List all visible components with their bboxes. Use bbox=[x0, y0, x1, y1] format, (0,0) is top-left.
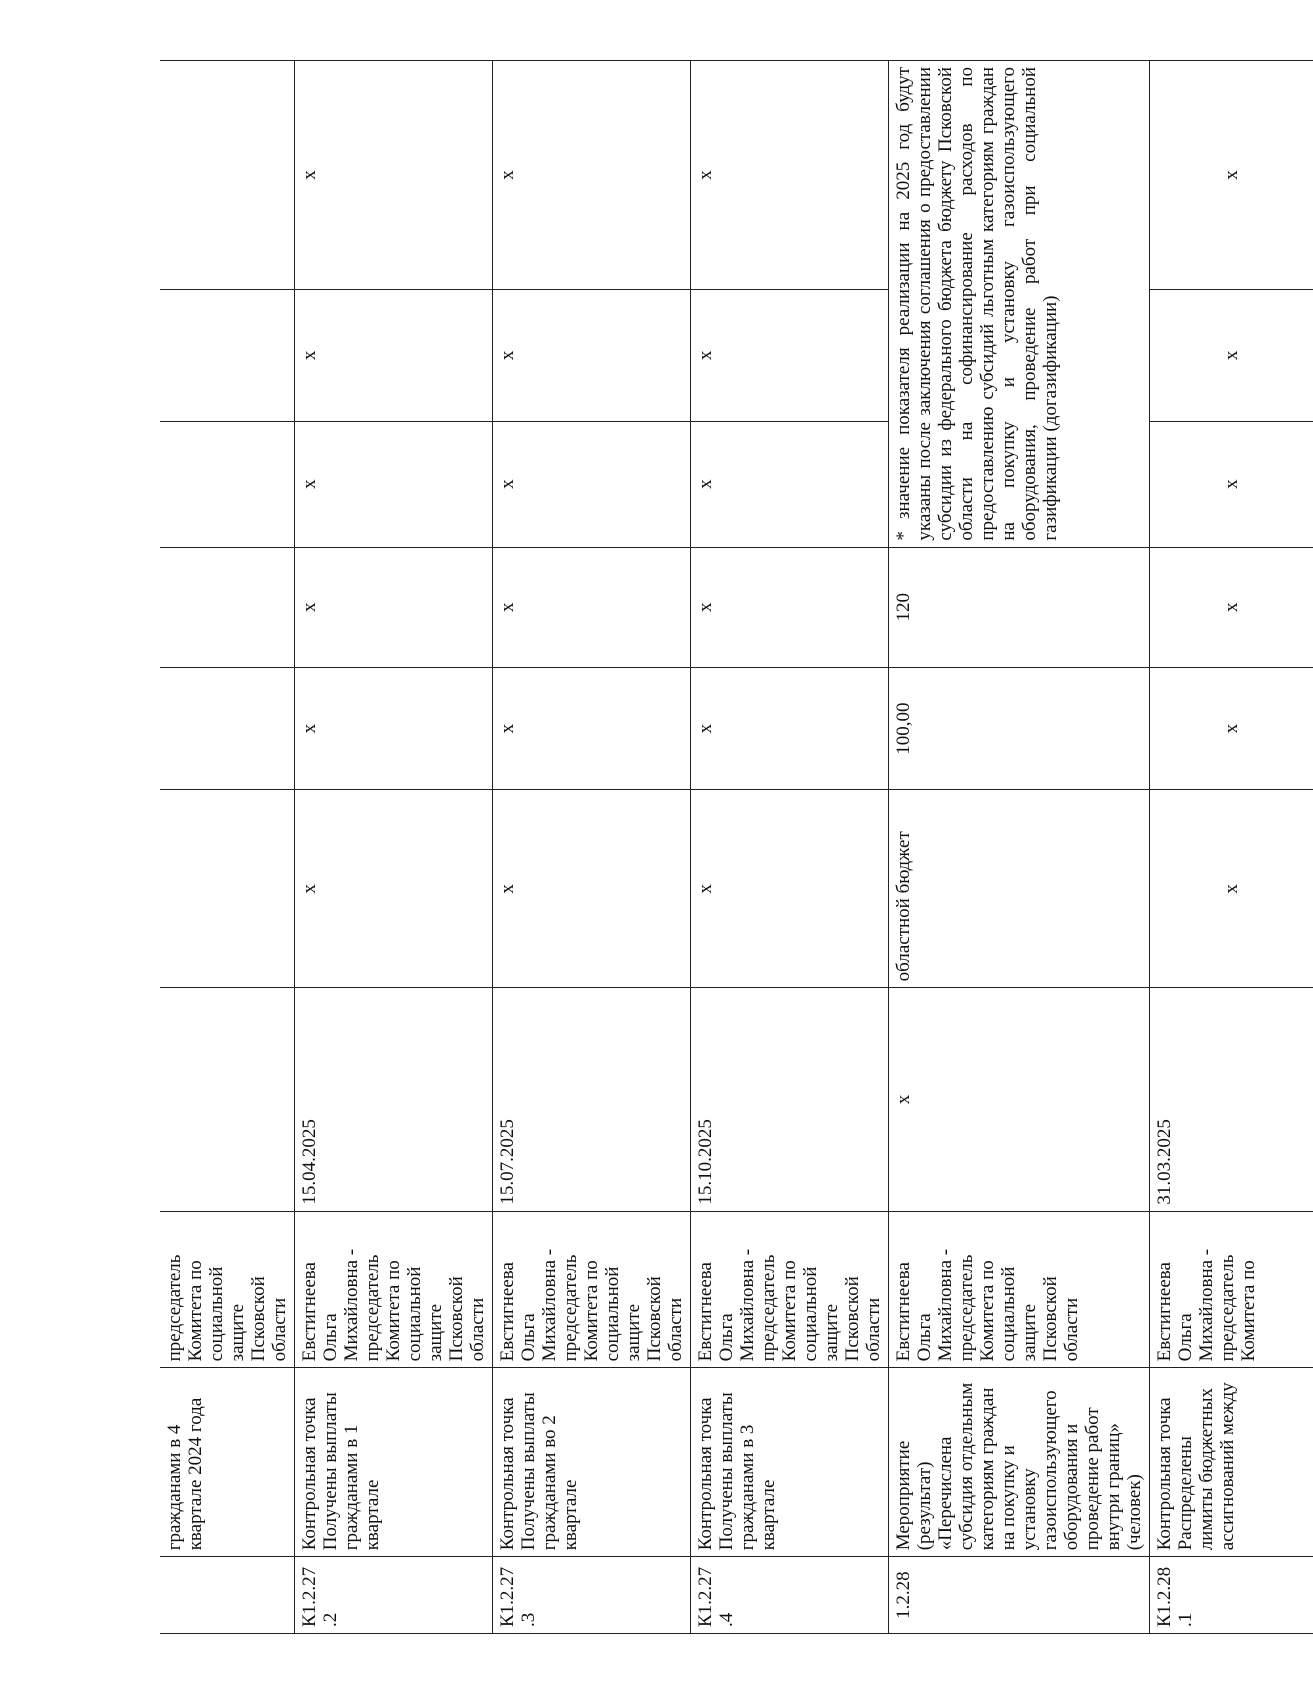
extra-cell-3: х bbox=[1150, 61, 1313, 290]
amount-cell bbox=[160, 667, 295, 789]
responsible-cell: Евстигнеева Ольга Михайловна - председатель Комитета по социальной защите Псковской области bbox=[889, 1211, 1150, 1368]
result-name-cell: Контрольная точка Получены выплаты гражданами во 2 квартале bbox=[493, 1368, 691, 1557]
table-row bbox=[295, 61, 493, 1634]
amount-cell: х bbox=[295, 667, 493, 789]
extra-cell-2 bbox=[160, 290, 295, 422]
deadline-cell: х bbox=[889, 988, 1150, 1211]
extra-cell-1: х bbox=[1150, 421, 1313, 547]
deadline-cell bbox=[160, 988, 295, 1211]
row-number-cell: К1.2.28.1 bbox=[1150, 1557, 1313, 1634]
extra-cell-2: х bbox=[295, 290, 493, 422]
table-row bbox=[889, 61, 1150, 1634]
responsible-cell: Евстигнеева Ольга Михайловна - председатель Комитета по социальной защите Псковской области bbox=[691, 1211, 889, 1368]
amount-cell: х bbox=[1150, 667, 1313, 789]
table-row bbox=[1150, 61, 1313, 1634]
budget-source-cell bbox=[160, 790, 295, 988]
row-number-cell: 1.2.28 bbox=[889, 1557, 1150, 1634]
row-number-cell: К1.2.27.4 bbox=[691, 1557, 889, 1634]
extra-cell-2: х bbox=[493, 290, 691, 422]
extra-cell-2: х bbox=[691, 290, 889, 422]
deadline-cell: 15.10.2025 bbox=[691, 988, 889, 1211]
responsible-cell: Евстигнеева Ольга Михайловна - председатель Комитета по bbox=[1150, 1211, 1313, 1368]
budget-source-cell: областной бюджет bbox=[889, 790, 1150, 988]
result-name-cell: Контрольная точка Получены выплаты гражданами в 1 квартале bbox=[295, 1368, 493, 1557]
responsible-cell: Евстигнеева Ольга Михайловна - председатель Комитета по социальной защите Псковской области bbox=[493, 1211, 691, 1368]
result-name-cell: Мероприятие (результат) «Перечислена субсидия отдельным категориям граждан на покупку и установку газоиспользующего оборудования и проведение работ внутри границ» (человек) bbox=[889, 1368, 1150, 1557]
table-row bbox=[160, 61, 295, 1634]
extra-cell-3 bbox=[160, 61, 295, 290]
deadline-cell: 15.07.2025 bbox=[493, 988, 691, 1211]
indicator-value-cell: х bbox=[295, 547, 493, 667]
row-number-cell: К1.2.27.2 bbox=[295, 1557, 493, 1634]
extra-cell-3: х bbox=[493, 61, 691, 290]
indicator-value-cell: х bbox=[493, 547, 691, 667]
amount-cell: х bbox=[493, 667, 691, 789]
indicator-value-cell: 120 bbox=[889, 547, 1150, 667]
amount-cell: х bbox=[691, 667, 889, 789]
extra-cell-1: х bbox=[295, 421, 493, 547]
responsible-cell: Евстигнеева Ольга Михайловна - председатель Комитета по социальной защите Псковской области bbox=[295, 1211, 493, 1368]
budget-source-cell: х bbox=[295, 790, 493, 988]
extra-cell-1 bbox=[160, 421, 295, 547]
result-name-cell: Контрольная точка Получены выплаты гражданами в 3 квартале bbox=[691, 1368, 889, 1557]
table-row bbox=[691, 61, 889, 1634]
budget-source-cell: х bbox=[691, 790, 889, 988]
extra-cell-1: х bbox=[691, 421, 889, 547]
extra-cell-3: х bbox=[295, 61, 493, 290]
indicator-value-cell: х bbox=[1150, 547, 1313, 667]
result-name-cell: гражданами в 4 квартале 2024 года bbox=[160, 1368, 295, 1557]
rotated-table-sheet bbox=[160, 60, 1259, 1634]
row-number-cell: К1.2.27.3 bbox=[493, 1557, 691, 1634]
row-number-cell bbox=[160, 1557, 295, 1634]
deadline-cell: 15.04.2025 bbox=[295, 988, 493, 1211]
budget-source-cell: х bbox=[493, 790, 691, 988]
extra-cell-3: х bbox=[691, 61, 889, 290]
indicator-value-cell bbox=[160, 547, 295, 667]
responsible-cell: председатель Комитета по социальной защите Псковской области bbox=[160, 1211, 295, 1368]
table-row bbox=[493, 61, 691, 1634]
footnote-cell: * значение показателя реализации на 2025 год будут указаны после заключения соглашения о предоставлении субсидии из федерального бюджета бюджету Псковской области на софинансирование расходов по предоставлению субсидий льготным категориям граждан на покупку и установку газоиспользующего оборудования, проведение работ при социальной газификации (догазификации) bbox=[889, 61, 1150, 548]
plan-table bbox=[160, 60, 1313, 1634]
result-name-cell: Контрольная точка Распределены лимиты бюджетных ассигнований между bbox=[1150, 1368, 1313, 1557]
extra-cell-2: х bbox=[1150, 290, 1313, 422]
budget-source-cell: х bbox=[1150, 790, 1313, 988]
indicator-value-cell: х bbox=[691, 547, 889, 667]
deadline-cell: 31.03.2025 bbox=[1150, 988, 1313, 1211]
amount-cell: 100,00 bbox=[889, 667, 1150, 789]
extra-cell-1: х bbox=[493, 421, 691, 547]
